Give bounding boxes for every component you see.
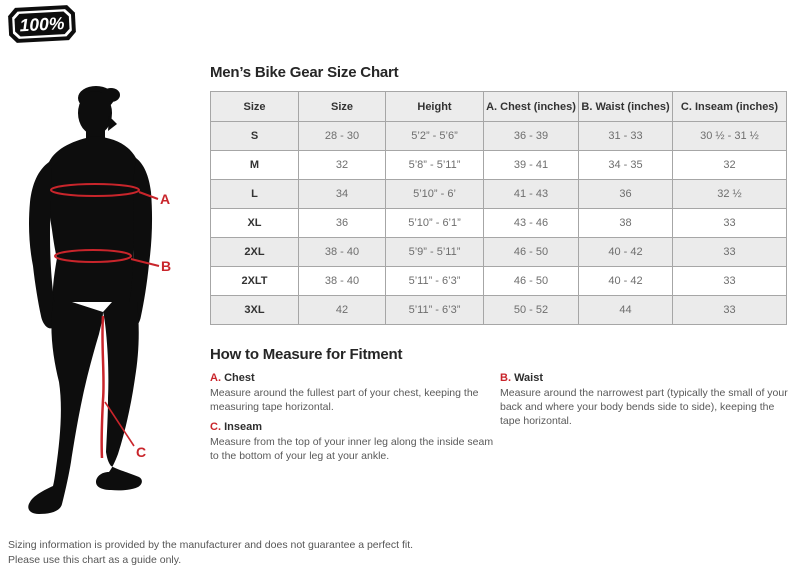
col-header-size-number: Size [299,92,386,122]
table-row [211,296,787,325]
value-cell: 38 [579,209,673,238]
measure-name: Waist [514,372,543,384]
table-row [211,151,787,180]
brand-logo [7,1,77,47]
size-chart-table-container [210,91,787,325]
measure-letter: C. [210,421,221,433]
value-cell: 5’10” - 6’1” [386,209,484,238]
value-cell: 39 - 41 [484,151,579,180]
measure-item-heading [210,372,498,384]
measure-name: Inseam [224,421,262,433]
value-cell: 5’11” - 6’3” [386,267,484,296]
table-header-row [211,92,787,122]
chest-label: A [160,191,171,207]
inseam-label: C [136,444,147,460]
size-cell: S [211,122,299,151]
value-cell: 28 - 30 [299,122,386,151]
table-row [211,180,787,209]
value-cell: 42 [299,296,386,325]
measure-description: Measure around the fullest part of your chest, keeping the measuring tape horizontal. [210,387,479,413]
size-cell: 2XL [211,238,299,267]
measure-item-chest [210,372,498,415]
measure-description: Measure around the narrowest part (typically the small of your back and where your body bends side to side), keeping the tape horizontal. [500,387,788,427]
value-cell: 30 ½ - 31 ½ [673,122,787,151]
measure-description: Measure from the top of your inner leg along the inside seam to the bottom of your leg at your ankle. [210,436,494,462]
value-cell: 41 - 43 [484,180,579,209]
value-cell: 44 [579,296,673,325]
value-cell: 5’11” - 6’3” [386,296,484,325]
value-cell: 32 [673,151,787,180]
col-header-waist: B. Waist (inches) [579,92,673,122]
sizing-disclaimer [8,538,413,568]
value-cell: 33 [673,238,787,267]
value-cell: 32 [299,151,386,180]
value-cell: 40 - 42 [579,238,673,267]
value-cell: 43 - 46 [484,209,579,238]
size-cell: 2XLT [211,267,299,296]
value-cell: 33 [673,267,787,296]
inseam-measure-line [102,316,104,458]
value-cell: 36 - 39 [484,122,579,151]
size-chart-title: Men’s Bike Gear Size Chart [210,64,399,81]
measure-item-inseam [210,421,498,464]
value-cell: 38 - 40 [299,267,386,296]
value-cell: 46 - 50 [484,238,579,267]
measure-item-heading [500,372,794,384]
col-header-size-letter: Size [211,92,299,122]
value-cell: 38 - 40 [299,238,386,267]
size-cell: XL [211,209,299,238]
table-row [211,238,787,267]
col-header-inseam: C. Inseam (inches) [673,92,787,122]
value-cell: 5’10” - 6’ [386,180,484,209]
measure-item-waist [500,372,794,429]
col-header-height: Height [386,92,484,122]
waist-label: B [161,258,172,274]
measure-section-title: How to Measure for Fitment [210,346,403,363]
table-row [211,267,787,296]
table-row [211,122,787,151]
measure-name: Chest [224,372,255,384]
value-cell: 46 - 50 [484,267,579,296]
brand-logo-badge [7,1,77,47]
size-cell: L [211,180,299,209]
measure-letter: A. [210,372,221,384]
disclaimer-line-1: Sizing information is provided by the manufacturer and does not guarantee a perfect fit. [8,539,414,551]
measurement-diagram [12,70,202,530]
value-cell: 5’9” - 5’11” [386,238,484,267]
value-cell: 34 - 35 [579,151,673,180]
value-cell: 40 - 42 [579,267,673,296]
value-cell: 50 - 52 [484,296,579,325]
value-cell: 36 [299,209,386,238]
brand-logo-text: 100% [19,13,65,36]
value-cell: 33 [673,296,787,325]
measure-letter: B. [500,372,511,384]
value-cell: 31 - 33 [579,122,673,151]
male-silhouette [28,86,152,514]
size-cell: 3XL [211,296,299,325]
value-cell: 5’8” - 5’11” [386,151,484,180]
disclaimer-line-2: Please use this chart as a guide only. [8,554,182,567]
col-header-chest: A. Chest (inches) [484,92,579,122]
size-chart-table [210,91,787,325]
value-cell: 34 [299,180,386,209]
value-cell: 36 [579,180,673,209]
value-cell: 32 ½ [673,180,787,209]
value-cell: 33 [673,209,787,238]
measure-item-heading [210,421,498,433]
value-cell: 5’2” - 5’6” [386,122,484,151]
size-cell: M [211,151,299,180]
table-row [211,209,787,238]
